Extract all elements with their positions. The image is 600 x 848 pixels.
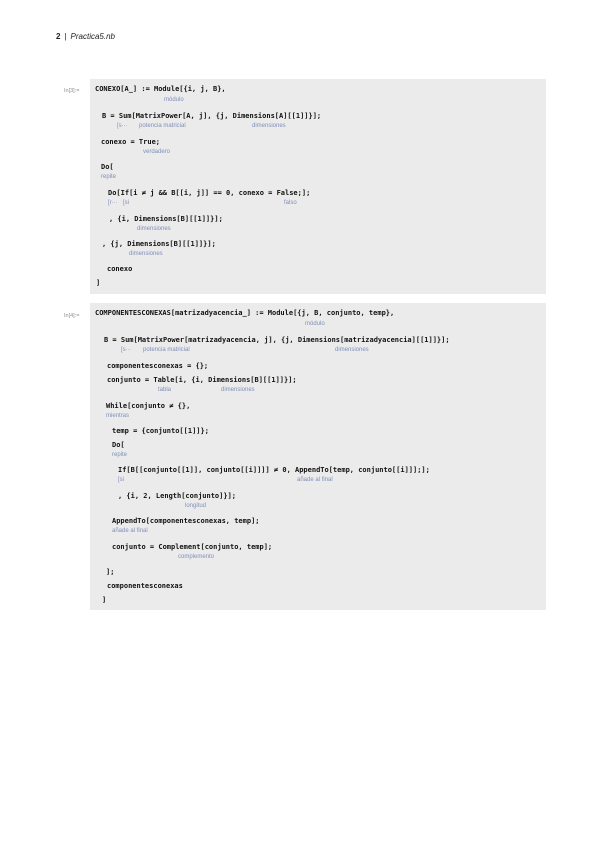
code-annotation: módulo <box>305 321 325 327</box>
code-line[interactable]: conjunto = Table[i, {i, Dimensions[B][[1]]}]; <box>107 376 297 384</box>
code-line[interactable]: B = Sum[MatrixPower[matrizadyacencia, j], {j, Dimensions[matrizadyacencia][[1]]}]; <box>104 336 450 344</box>
code-line[interactable]: ]; <box>106 568 115 576</box>
header-separator: | <box>64 32 67 41</box>
code-annotation: añade al final <box>297 477 333 483</box>
code-line[interactable]: componentesconexas <box>107 582 183 590</box>
code-line[interactable]: ] <box>96 279 101 287</box>
code-line[interactable]: , {j, Dimensions[B][[1]]}]; <box>102 240 216 248</box>
code-annotation: complemento <box>178 554 215 560</box>
code-line[interactable]: CONEXO[A_] := Module[{i, j, B}, <box>95 85 226 93</box>
code-annotation: [s··· <box>121 347 132 353</box>
code-annotation: potencia matricial <box>143 347 190 353</box>
code-annotation: dimensiones <box>335 347 369 353</box>
code-annotation: longitud <box>185 503 207 509</box>
code-annotation: potencia matricial <box>139 123 186 129</box>
code-annotation: dimensiones <box>221 387 255 393</box>
code-line[interactable]: conexo = True; <box>101 138 161 146</box>
code-line[interactable]: While[conjunto ≠ {}, <box>106 402 191 410</box>
code-annotation: falso <box>284 200 297 206</box>
code-line[interactable]: componentesconexas = {}; <box>107 362 209 370</box>
code-annotation: [si <box>118 477 124 483</box>
code-annotation: tabla <box>158 387 172 393</box>
input-label-in3: In[3]:= <box>64 88 80 94</box>
code-annotation: repite <box>101 174 117 180</box>
code-line[interactable]: , {i, 2, Length[conjunto]}]; <box>118 492 237 500</box>
input-cell-conexo[interactable] <box>90 79 546 294</box>
notebook-filename: Practica5.nb <box>70 32 115 41</box>
code-line[interactable]: ] <box>102 596 107 604</box>
code-line[interactable]: If[B[[conjunto[[1]], conjunto[[i]]]] ≠ 0, AppendTo[temp, conjunto[[i]]];]; <box>118 466 430 474</box>
code-annotation: [si <box>123 200 129 206</box>
code-annotation: dimensiones <box>137 226 171 232</box>
code-line[interactable]: Do[If[i ≠ j && B[[i, j]] == 0, conexo = False;]; <box>108 189 311 197</box>
code-line[interactable]: AppendTo[componentesconexas, temp]; <box>112 517 260 525</box>
page-header <box>56 32 115 41</box>
code-line[interactable]: B = Sum[MatrixPower[A, j], {j, Dimensions[A][[1]]}]; <box>102 112 322 120</box>
page-number: 2 <box>56 32 61 41</box>
code-annotation: módulo <box>164 97 184 103</box>
code-line[interactable]: Do[ <box>101 163 114 171</box>
code-line[interactable]: conexo <box>107 265 133 273</box>
code-line[interactable]: , {i, Dimensions[B][[1]]}]; <box>109 215 223 223</box>
code-line[interactable]: Do[ <box>112 441 125 449</box>
code-annotation: [s··· <box>117 123 128 129</box>
code-line[interactable]: COMPONENTESCONEXAS[matrizadyacencia_] := Module[{j, B, conjunto, temp}, <box>95 309 395 317</box>
code-annotation: mientras <box>106 413 130 419</box>
code-line[interactable]: conjunto = Complement[conjunto, temp]; <box>112 543 273 551</box>
code-annotation: [r··· <box>108 200 118 206</box>
code-annotation: dimensiones <box>129 251 163 257</box>
code-annotation: dimensiones <box>252 123 286 129</box>
code-annotation: añade al final <box>112 528 148 534</box>
code-annotation: repite <box>112 452 128 458</box>
code-line[interactable]: temp = {conjunto[[1]]}; <box>112 427 209 435</box>
input-label-in4: In[4]:= <box>64 313 80 319</box>
code-annotation: verdadero <box>143 149 171 155</box>
input-cell-componentesconexas[interactable] <box>90 303 546 610</box>
